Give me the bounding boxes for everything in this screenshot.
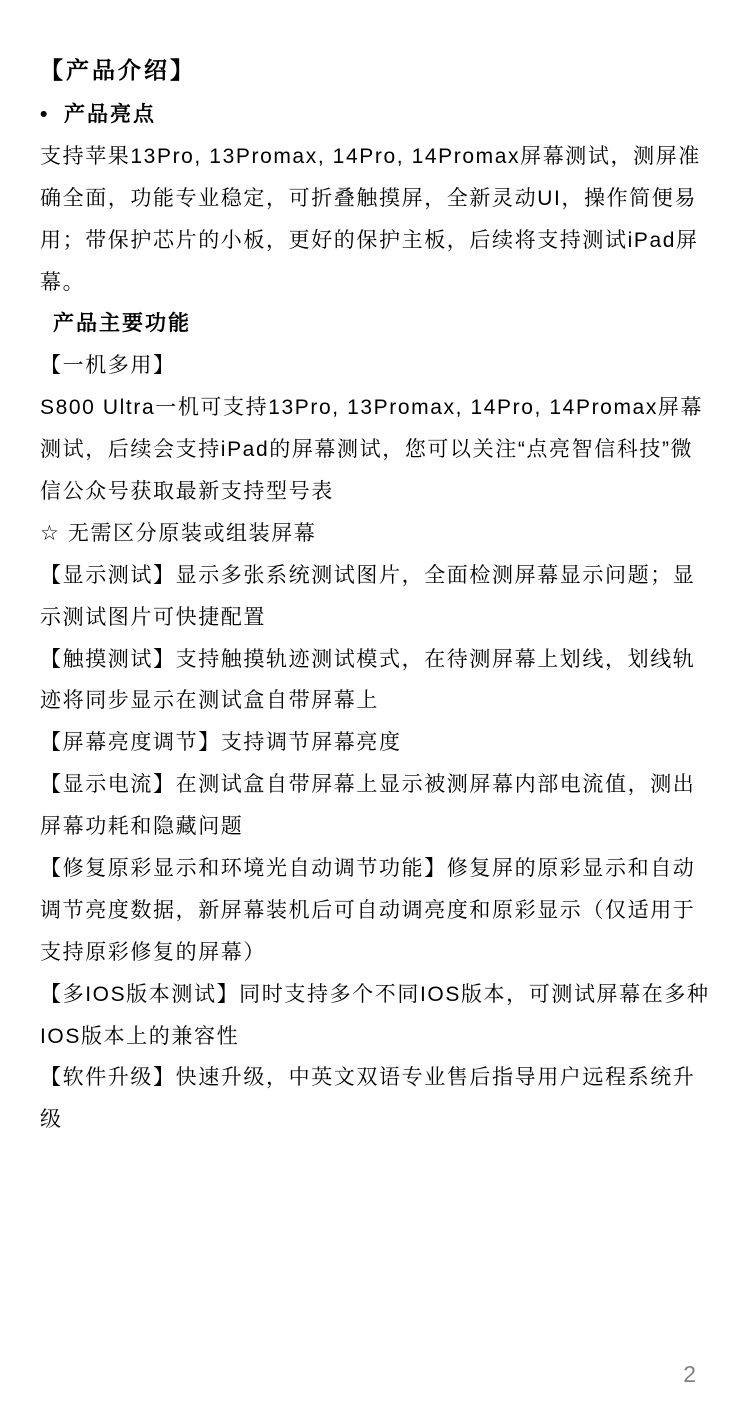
feature-heading-line: 【屏幕亮度调节】支持调节屏幕亮度 xyxy=(40,731,402,755)
highlights-heading-label: 产品亮点 xyxy=(64,103,156,126)
text-line: 信公众号获取最新支持型号表 xyxy=(40,480,334,504)
feature-heading-line: 【一机多用】 xyxy=(40,354,176,378)
page-number: 2 xyxy=(683,1361,696,1387)
text-line: 支持苹果13Pro, 13Promax, 14Pro, 14Promax屏幕测试，测屏准 xyxy=(40,144,701,168)
section-highlights-heading xyxy=(40,94,702,136)
text-line: 支持原彩修复的屏幕） xyxy=(40,940,266,964)
text-line: 测试，后续会支持iPad的屏幕测试，您可以关注“点亮智信科技”微 xyxy=(40,438,694,462)
feature-heading-line: 【修复原彩显示和环境光自动调节功能】修复屏的原彩显示和自动 xyxy=(40,857,696,881)
document-content xyxy=(40,46,710,1141)
text-line: S800 Ultra一机可支持13Pro, 13Promax, 14Pro, 14Promax屏幕 xyxy=(40,396,704,420)
section-functions-heading: 产品主要功能 xyxy=(53,312,191,336)
text-line: IOS版本上的兼容性 xyxy=(40,1024,240,1048)
text-line: 迹将同步显示在测试盒自带屏幕上 xyxy=(40,689,379,713)
text-line: 级 xyxy=(40,1108,63,1132)
text-line: 确全面，功能专业稳定，可折叠触摸屏，全新灵动UI，操作简便易 xyxy=(40,186,697,210)
feature-heading-line: 【软件升级】快速升级，中英文双语专业售后指导用户远程系统升 xyxy=(40,1066,696,1090)
page-title: 【产品介绍】 xyxy=(40,57,196,83)
feature-heading-line: 【触摸测试】支持触摸轨迹测试模式，在待测屏幕上划线，划线轨 xyxy=(40,647,696,671)
bullet-icon: • xyxy=(40,103,50,126)
feature-heading-line: 【多IOS版本测试】同时支持多个不同IOS版本，可测试屏幕在多种 xyxy=(40,982,710,1006)
feature-heading-line: 【显示测试】显示多张系统测试图片，全面检测屏幕显示问题；显 xyxy=(40,563,696,587)
text-line: 示测试图片可快捷配置 xyxy=(40,605,266,629)
star-note-line: ☆ 无需区分原装或组装屏幕 xyxy=(40,521,317,545)
text-line: 幕。 xyxy=(40,270,86,294)
text-line: 调节亮度数据，新屏幕装机后可自动调亮度和原彩显示（仅适用于 xyxy=(40,898,696,922)
feature-heading-line: 【显示电流】在测试盒自带屏幕上显示被测屏幕内部电流值，测出 xyxy=(40,773,696,797)
text-line: 用；带保护芯片的小板，更好的保护主板，后续将支持测试iPad屏 xyxy=(40,228,699,252)
text-line: 屏幕功耗和隐藏问题 xyxy=(40,815,244,839)
